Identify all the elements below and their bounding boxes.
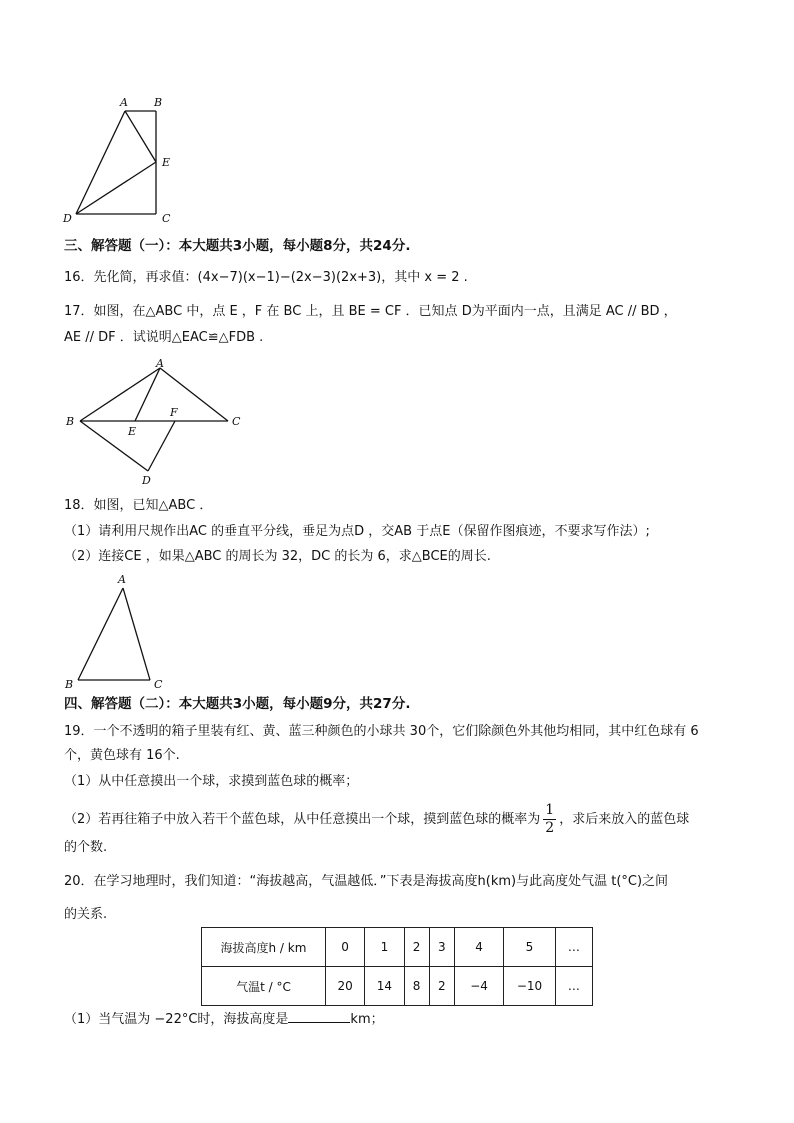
question-18-line1: 18．如图，已知△ABC ． bbox=[64, 498, 213, 513]
table-cell: 8 bbox=[404, 967, 429, 1006]
figure-triangle-abc bbox=[60, 572, 170, 692]
table-cell: 3 bbox=[429, 928, 454, 967]
question-20-sub1 bbox=[64, 1008, 384, 1030]
question-17-line2: AE // DF ．试说明△EAC≌△FDB . bbox=[64, 330, 264, 345]
label-c: C bbox=[162, 212, 171, 225]
label-a: A bbox=[118, 573, 126, 586]
label-e: E bbox=[162, 156, 171, 169]
q20-sub1-before: （1）当气温为 −22°C时，海拔高度是 bbox=[64, 1012, 289, 1027]
label-c: C bbox=[232, 415, 241, 428]
q19-line4-before: （2）若再往箱子中放入若干个蓝色球，从中任意摸出一个球，摸到蓝色球的概率为 bbox=[64, 812, 541, 827]
table-cell: 0 bbox=[325, 928, 364, 967]
section-4-title: 四、解答题（二）：本大题共3小题，每小题9分，共27分. bbox=[64, 696, 411, 712]
question-20-line1: 20．在学习地理时，我们知道：“海拔越高，气温越低．”下表是海拔高度h(km)与此高度处气温 t(°C)之间 bbox=[64, 874, 669, 889]
label-d: D bbox=[142, 474, 151, 487]
label-e: E bbox=[128, 425, 137, 438]
fraction-denominator: 2 bbox=[545, 820, 555, 836]
question-19-line5: 的个数. bbox=[64, 840, 108, 855]
table-header-cell: 海拔高度h / km bbox=[202, 928, 326, 967]
table-header-cell: 气温t / °C bbox=[202, 967, 326, 1006]
fraction-numerator: 1 bbox=[545, 802, 555, 818]
question-19-line2: 个，黄色球有 16个. bbox=[64, 748, 180, 763]
figure-abde bbox=[58, 92, 188, 228]
question-20-line2: 的关系. bbox=[64, 907, 108, 922]
label-a: A bbox=[120, 96, 128, 109]
label-a: A bbox=[156, 357, 164, 370]
table-cell: −4 bbox=[454, 967, 503, 1006]
table-cell: 4 bbox=[454, 928, 503, 967]
table-cell: 20 bbox=[325, 967, 364, 1006]
question-18-line2: （1）请利用尺规作出AC 的垂直平分线，垂足为点D ，交AB 于点E（保留作图痕迹，不要求写作法）; bbox=[64, 524, 650, 539]
table-row bbox=[202, 967, 593, 1006]
question-16: 16．先化简，再求值：(4x−7)(x−1)−(2x−3)(2x+3)，其中 x = 2 . bbox=[64, 270, 468, 285]
label-f: F bbox=[170, 406, 178, 419]
section-3-title: 三、解答题（一）：本大题共3小题，每小题8分，共24分. bbox=[64, 238, 411, 254]
question-19-line1: 19．一个不透明的箱子里装有红、黄、蓝三种颜色的小球共 30个，它们除颜色外其他均相同，其中红色球有 6 bbox=[64, 724, 699, 739]
table-cell: −10 bbox=[504, 967, 555, 1006]
table-cell: 14 bbox=[365, 967, 404, 1006]
label-b: B bbox=[66, 415, 75, 428]
question-18-line3: （2）连接CE ，如果△ABC 的周长为 32，DC 的长为 6，求△BCE的周长. bbox=[64, 549, 491, 564]
q20-sub1-after: km； bbox=[350, 1012, 384, 1027]
label-c: C bbox=[154, 678, 163, 691]
question-19-line3: （1）从中任意摸出一个球，求摸到蓝色球的概率； bbox=[64, 774, 359, 789]
table-cell: 2 bbox=[429, 967, 454, 1006]
q19-line4-after: ，求后来放入的蓝色球 bbox=[559, 812, 690, 827]
fraction-one-half bbox=[543, 802, 556, 837]
altitude-temperature-table bbox=[201, 927, 593, 1006]
figure-triangle-abc-ef bbox=[60, 356, 250, 488]
label-b: B bbox=[65, 678, 74, 691]
table-cell: 2 bbox=[404, 928, 429, 967]
table-row bbox=[202, 928, 593, 967]
table-cell: … bbox=[555, 967, 592, 1006]
label-d: D bbox=[63, 212, 72, 225]
question-17-line1: 17．如图，在△ABC 中，点 E ，F 在 BC 上，且 BE = CF ．已知点 D为平面内一点，且满足 AC // BD ， bbox=[64, 304, 677, 319]
table-cell: … bbox=[555, 928, 592, 967]
table-cell: 1 bbox=[365, 928, 404, 967]
answer-blank[interactable] bbox=[288, 1008, 350, 1023]
label-b: B bbox=[154, 96, 163, 109]
question-19-line4 bbox=[64, 800, 689, 840]
table-cell: 5 bbox=[504, 928, 555, 967]
